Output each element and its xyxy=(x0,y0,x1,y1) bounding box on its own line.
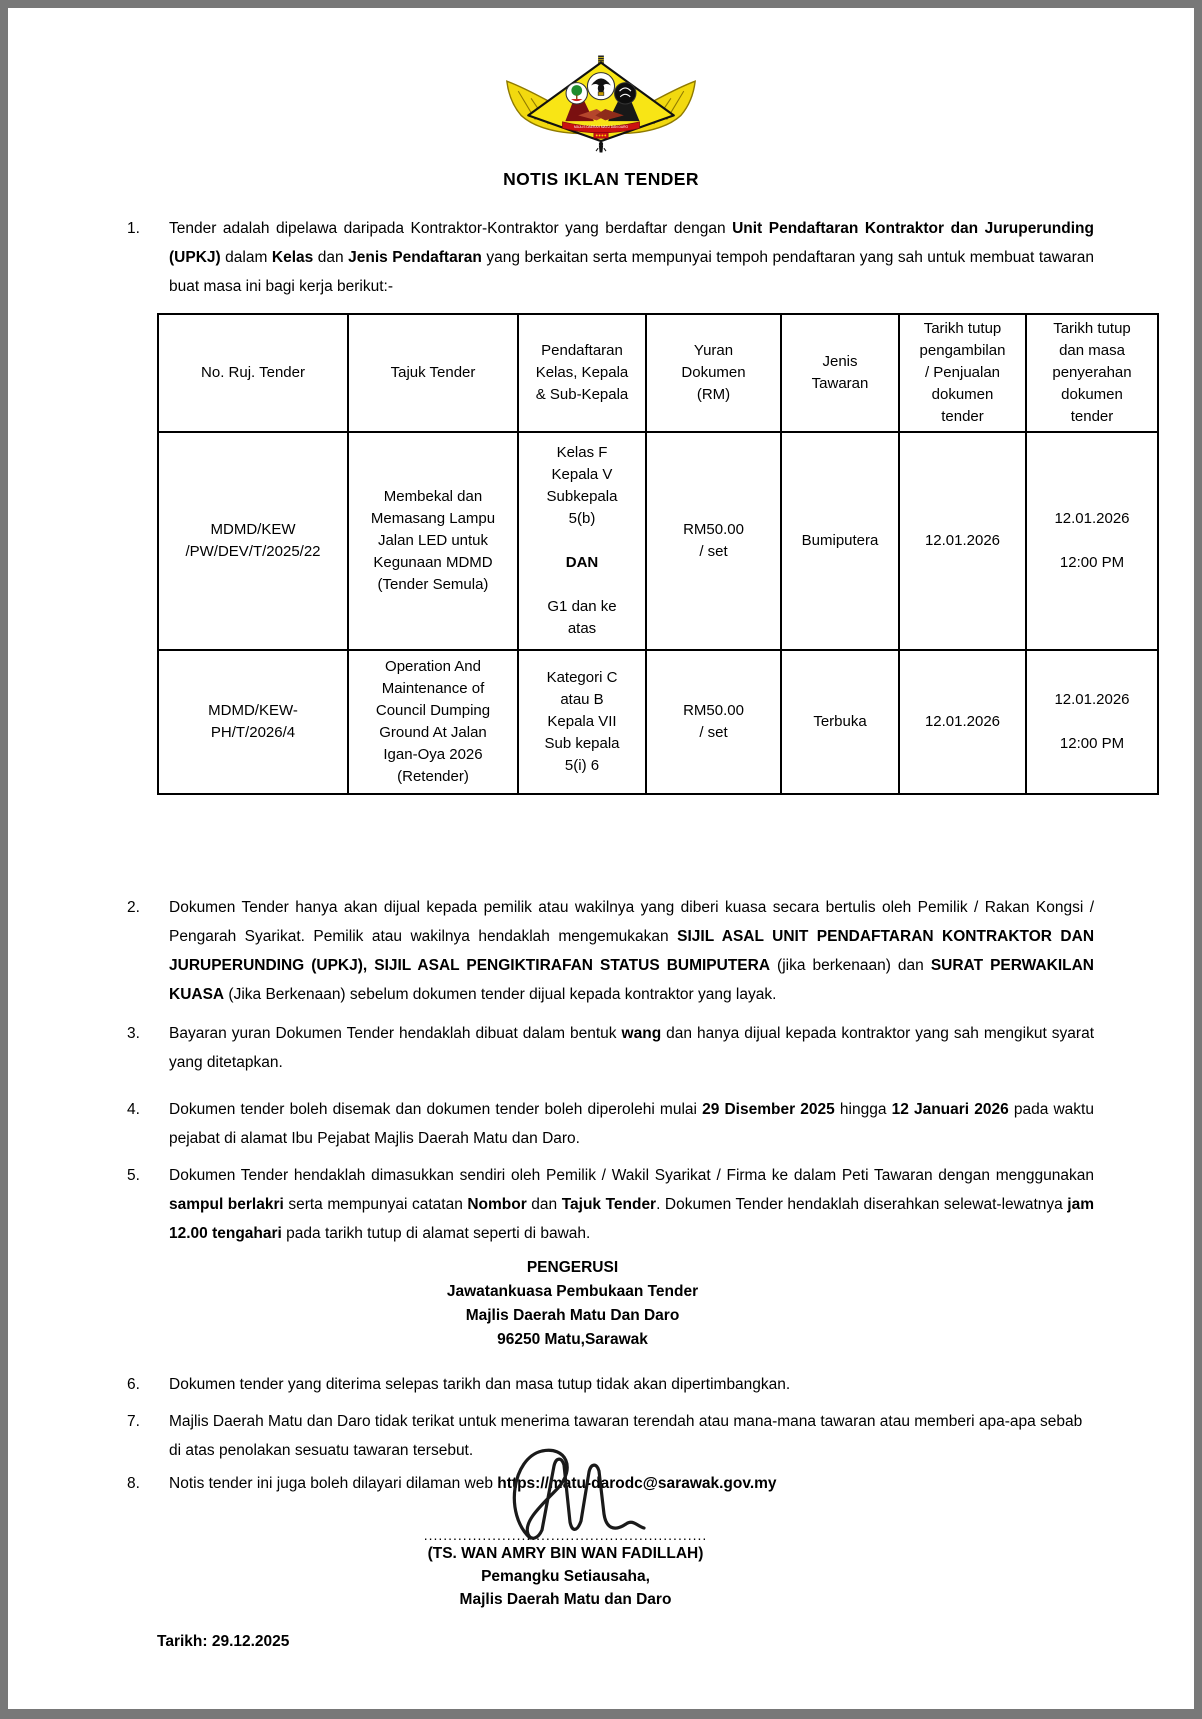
table-header-row xyxy=(158,314,1158,432)
cell-pendaftaran: Kelas F Kepala V Subkepala 5(b) DAN G1 dan ke atas xyxy=(518,432,646,650)
col-header-jenis: Jenis Tawaran xyxy=(781,314,899,432)
item-number: 8. xyxy=(127,1475,140,1492)
notice-item-2 xyxy=(127,893,1094,1009)
cell-yuran: RM50.00 / set xyxy=(646,650,781,794)
page-title: NOTIS IKLAN TENDER xyxy=(503,169,699,189)
item-number: 5. xyxy=(127,1167,140,1184)
item-text: Dokumen tender yang diterima selepas tarikh dan masa tutup tidak akan dipertimbangkan. xyxy=(169,1376,791,1393)
cell-no-ruj: MDMD/KEW- PH/T/2026/4 xyxy=(158,650,348,794)
notice-item-3 xyxy=(127,1019,1094,1077)
logo-container xyxy=(8,54,1194,159)
item-number: 4. xyxy=(127,1101,140,1118)
item-number: 2. xyxy=(127,899,140,916)
document-date: Tarikh: 29.12.2025 xyxy=(157,1633,290,1650)
signatory-organisation: Majlis Daerah Matu dan Daro xyxy=(459,1591,672,1608)
item-text: Dokumen tender boleh disemak dan dokumen tender boleh diperolehi mulai 29 Disember 2025 hingga 12 Januari 2026 pada waktu pejabat di alamat Ibu Pejabat Majlis Daerah Matu dan Daro. xyxy=(169,1101,1094,1147)
col-header-tarikh-penyerahan: Tarikh tutup dan masa penyerahan dokumen tender xyxy=(1026,314,1158,432)
col-header-tarikh-pengambilan: Tarikh tutup pengambilan / Penjualan dokumen tender xyxy=(899,314,1026,432)
signature-dotted-line: .......................................................... xyxy=(423,1527,708,1543)
signatory-role: Pemangku Setiausaha, xyxy=(481,1568,650,1585)
col-header-pendaftaran: Pendaftaran Kelas, Kepala & Sub-Kepala xyxy=(518,314,646,432)
col-header-tajuk: Tajuk Tender xyxy=(348,314,518,432)
notice-item-1 xyxy=(127,214,1094,301)
signature-block xyxy=(406,1528,726,1611)
notice-item-5 xyxy=(127,1161,1094,1248)
hornbill-emblem-icon xyxy=(587,73,614,100)
item-text: Dokumen Tender hendaklah dimasukkan sendiri oleh Pemilik / Wakil Syarikat / Firma ke dalam Peti Tawaran dengan menggunakan sampul berlakri serta mempunyai catatan Nombor dan Tajuk Tender. Dokumen Tender hendaklah diserahkan selewat-lewatnya jam 12.00 tengahari pada tarikh tutup di alamat seperti di bawah. xyxy=(169,1167,1094,1242)
item-number: 3. xyxy=(127,1025,140,1042)
item-number: 7. xyxy=(127,1413,140,1430)
cell-tarikh-penyerahan: 12.01.2026 12:00 PM xyxy=(1026,650,1158,794)
address-line: PENGERUSI xyxy=(526,1259,619,1276)
cell-yuran: RM50.00 / set xyxy=(646,432,781,650)
item-text: Bayaran yuran Dokumen Tender hendaklah dibuat dalam bentuk wang dan hanya dijual kepada kontraktor yang sah mengikut syarat yang ditetapkan. xyxy=(169,1025,1094,1071)
address-line: 96250 Matu,Sarawak xyxy=(497,1331,648,1348)
cell-tarikh-pengambilan: 12.01.2026 xyxy=(899,650,1026,794)
cell-tajuk: Membekal dan Memasang Lampu Jalan LED untuk Kegunaan MDMD (Tender Semula) xyxy=(348,432,518,650)
cell-jenis: Bumiputera xyxy=(781,432,899,650)
notice-item-4 xyxy=(127,1095,1094,1153)
crest-badge-icon xyxy=(594,133,608,139)
submission-address-block xyxy=(447,1256,698,1352)
item-text: Majlis Daerah Matu dan Daro tidak terikat untuk menerima tawaran terendah atau mana-mana tawaran atau memberi apa-apa sebab di atas penolakan sesuatu tawaran tersebut. xyxy=(169,1413,1083,1459)
crest-banner-text: MAJLIS DAERAH MATU DAN DARO xyxy=(573,125,629,130)
tree-emblem-icon xyxy=(566,83,587,104)
cell-tarikh-pengambilan: 12.01.2026 xyxy=(899,432,1026,650)
col-header-no-ruj: No. Ruj. Tender xyxy=(158,314,348,432)
item-number: 6. xyxy=(127,1376,140,1393)
item-number: 1. xyxy=(127,220,140,237)
bottom-figure-icon xyxy=(596,142,606,153)
cell-tarikh-penyerahan: 12.01.2026 12:00 PM xyxy=(1026,432,1158,650)
item-text: Dokumen Tender hanya akan dijual kepada pemilik atau wakilnya yang diberi kuasa secara bertulis oleh Pemilik / Rakan Kongsi / Pengarah Syarikat. Pemilik atau wakilnya hendaklah mengemukakan SIJIL ASAL UNIT PENDAFTARAN KONTRAKTOR DAN JURUPERUNDING (UPKJ), SIJIL ASAL PENGIKTIRAFAN STATUS BUMIPUTERA (jika berkenaan) dan SURAT PERWAKILAN KUASA (Jika Berkenaan) sebelum dokumen tender dijual kepada kontraktor yang layak. xyxy=(169,899,1095,1003)
council-crest-logo xyxy=(494,54,708,154)
address-line: Jawatankuasa Pembukaan Tender xyxy=(446,1283,699,1300)
dark-emblem-icon xyxy=(615,83,636,104)
table-row xyxy=(158,650,1158,794)
col-header-yuran: Yuran Dokumen (RM) xyxy=(646,314,781,432)
notice-item-7 xyxy=(127,1407,1094,1465)
tender-table xyxy=(157,313,1159,795)
cell-tajuk: Operation And Maintenance of Council Dumping Ground At Jalan Igan-Oya 2026 (Retender) xyxy=(348,650,518,794)
cell-jenis: Terbuka xyxy=(781,650,899,794)
notice-item-6 xyxy=(127,1370,1094,1399)
item-text: Notis tender ini juga boleh dilayari dilaman web https://matu-darodc@sarawak.gov.my xyxy=(169,1475,777,1492)
item-text: Tender adalah dipelawa daripada Kontraktor-Kontraktor yang berdaftar dengan Unit Pendaftaran Kontraktor dan Juruperunding (UPKJ) dalam Kelas dan Jenis Pendaftaran yang berkaitan serta mempunyai tempoh pendaftaran yang sah untuk membuat tawaran buat masa ini bagi kerja berikut:- xyxy=(169,220,1094,295)
notice-item-8 xyxy=(127,1469,1094,1498)
address-line: Majlis Daerah Matu Dan Daro xyxy=(465,1307,680,1324)
cell-pendaftaran: Kategori C atau B Kepala VII Sub kepala 5(i) 6 xyxy=(518,650,646,794)
signatory-name: (TS. WAN AMRY BIN WAN FADILLAH) xyxy=(427,1545,704,1562)
table-row xyxy=(158,432,1158,650)
cell-no-ruj: MDMD/KEW /PW/DEV/T/2025/22 xyxy=(158,432,348,650)
